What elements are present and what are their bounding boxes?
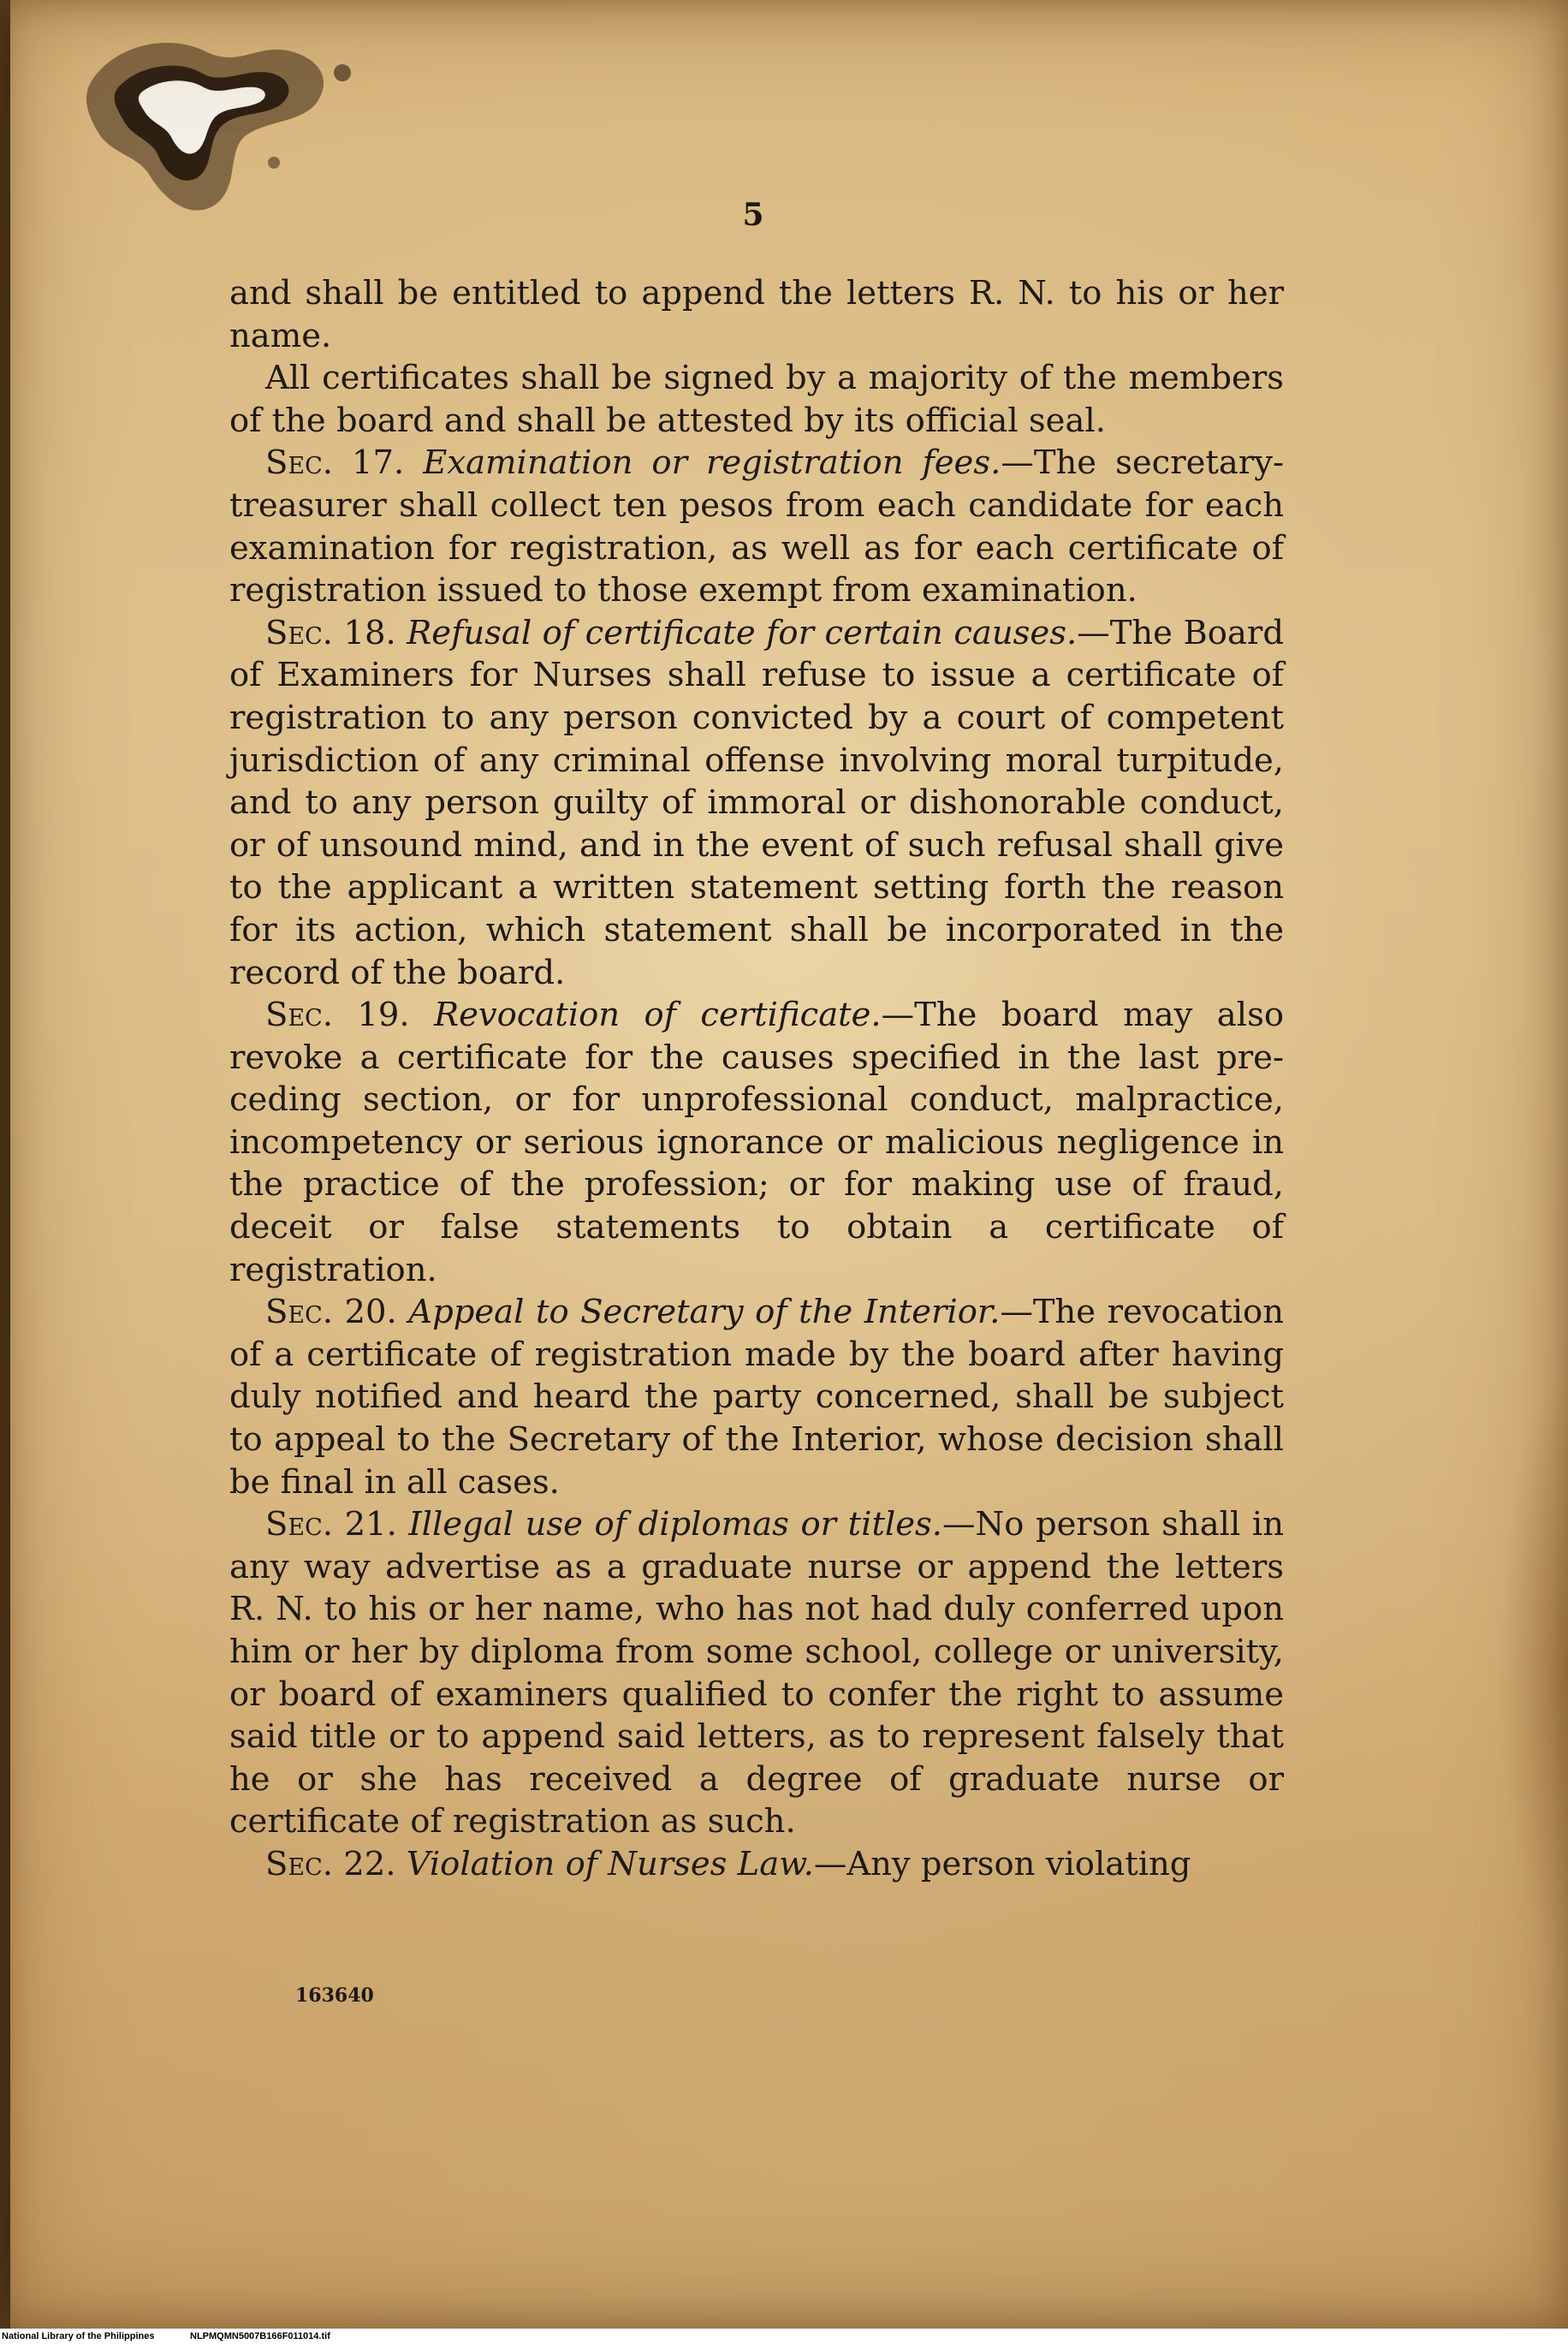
page-number: 5 bbox=[742, 197, 764, 233]
section-17 bbox=[229, 442, 1284, 611]
section-title: Illegal use of diplomas or titles. bbox=[408, 1505, 943, 1544]
section-title: Violation of Nurses Law. bbox=[406, 1844, 814, 1883]
section-label: Sec. 22. bbox=[265, 1844, 396, 1883]
paragraph-text: and shall be entitled to append the letters R. N. to his or her name. bbox=[229, 274, 1284, 355]
section-label: Sec. 20. bbox=[265, 1293, 397, 1332]
section-text: —The secretary-treasurer shall collect ten pesos from each candidate for each examination for registration, as well as for each certificate of registration issued to those exempt from examination. bbox=[229, 443, 1284, 610]
scan-footer bbox=[0, 2329, 1568, 2344]
section-22 bbox=[229, 1843, 1284, 1886]
section-text: —The Board of Examiners for Nurses shall refuse to issue a certificate of registration to any person convicted by a court of competent jurisdiction of any criminal offense involving moral turpitude, and to any person guilty of immoral or dishonorable conduct, or of unsound mind, and in the event of such refusal shall give to the applicant a written statement setting forth the reason for its action, which statement shall be incorporated in the record of the board. bbox=[229, 613, 1284, 992]
footer-file-identifier: NLPMQMN5007B166F011014.tif bbox=[190, 2331, 330, 2341]
section-label: Sec. 17. bbox=[265, 443, 405, 483]
print-code: 163640 bbox=[295, 1984, 374, 2007]
section-text: —The board may also revoke a certificate for the causes specified in the last preceding section, or for unprofessional conduct, malpractice, incompetency or serious ignorance or malicious negligence in the practice of the profession; or for making use of fraud, deceit or false statements to obtain a certificate of registration. bbox=[229, 996, 1284, 1289]
body-text bbox=[229, 272, 1284, 1886]
section-19 bbox=[229, 994, 1284, 1291]
section-text: —Any person violating bbox=[813, 1844, 1191, 1883]
section-20 bbox=[229, 1291, 1284, 1503]
section-label: Sec. 18. bbox=[265, 613, 396, 652]
section-18 bbox=[229, 612, 1284, 994]
paragraph-text: All certificates shall be signed by a majority of the members of the board and shall be attested by its official seal. bbox=[229, 359, 1284, 440]
section-title: Revocation of certificate. bbox=[434, 996, 882, 1035]
section-text: —The revocation of a certificate of registration made by the board after having duly notified and heard the party concerned, shall be subject to appeal to the Secretary of the Interior, whose decision shall be final in all cases. bbox=[229, 1293, 1284, 1502]
page-left-edge bbox=[0, 0, 10, 2329]
water-stain bbox=[1500, 1370, 1568, 1969]
section-title: Examination or registration fees. bbox=[423, 443, 1001, 483]
paragraph-certificates-signing bbox=[229, 357, 1284, 442]
section-title: Appeal to Secretary of the Interior. bbox=[408, 1293, 1001, 1332]
section-label: Sec. 19. bbox=[265, 996, 410, 1035]
section-label: Sec. 21. bbox=[265, 1505, 397, 1544]
section-text: —No person shall in any way advertise as a graduate nurse or append the letters R. N. to his or her name, who has not had duly conferred upon him or her by diploma from some school, college or university, or board of examiners qualified to confer the right to assume said title or to append said letters, as to represent falsely that he or she has received a degree of graduate nurse or certificate of registration as such. bbox=[229, 1505, 1285, 1841]
section-21 bbox=[229, 1503, 1284, 1843]
footer-library-name: National Library of the Philippines bbox=[2, 2331, 155, 2341]
section-title: Refusal of certificate for certain causes. bbox=[407, 613, 1078, 652]
paragraph-continuation bbox=[229, 272, 1284, 357]
